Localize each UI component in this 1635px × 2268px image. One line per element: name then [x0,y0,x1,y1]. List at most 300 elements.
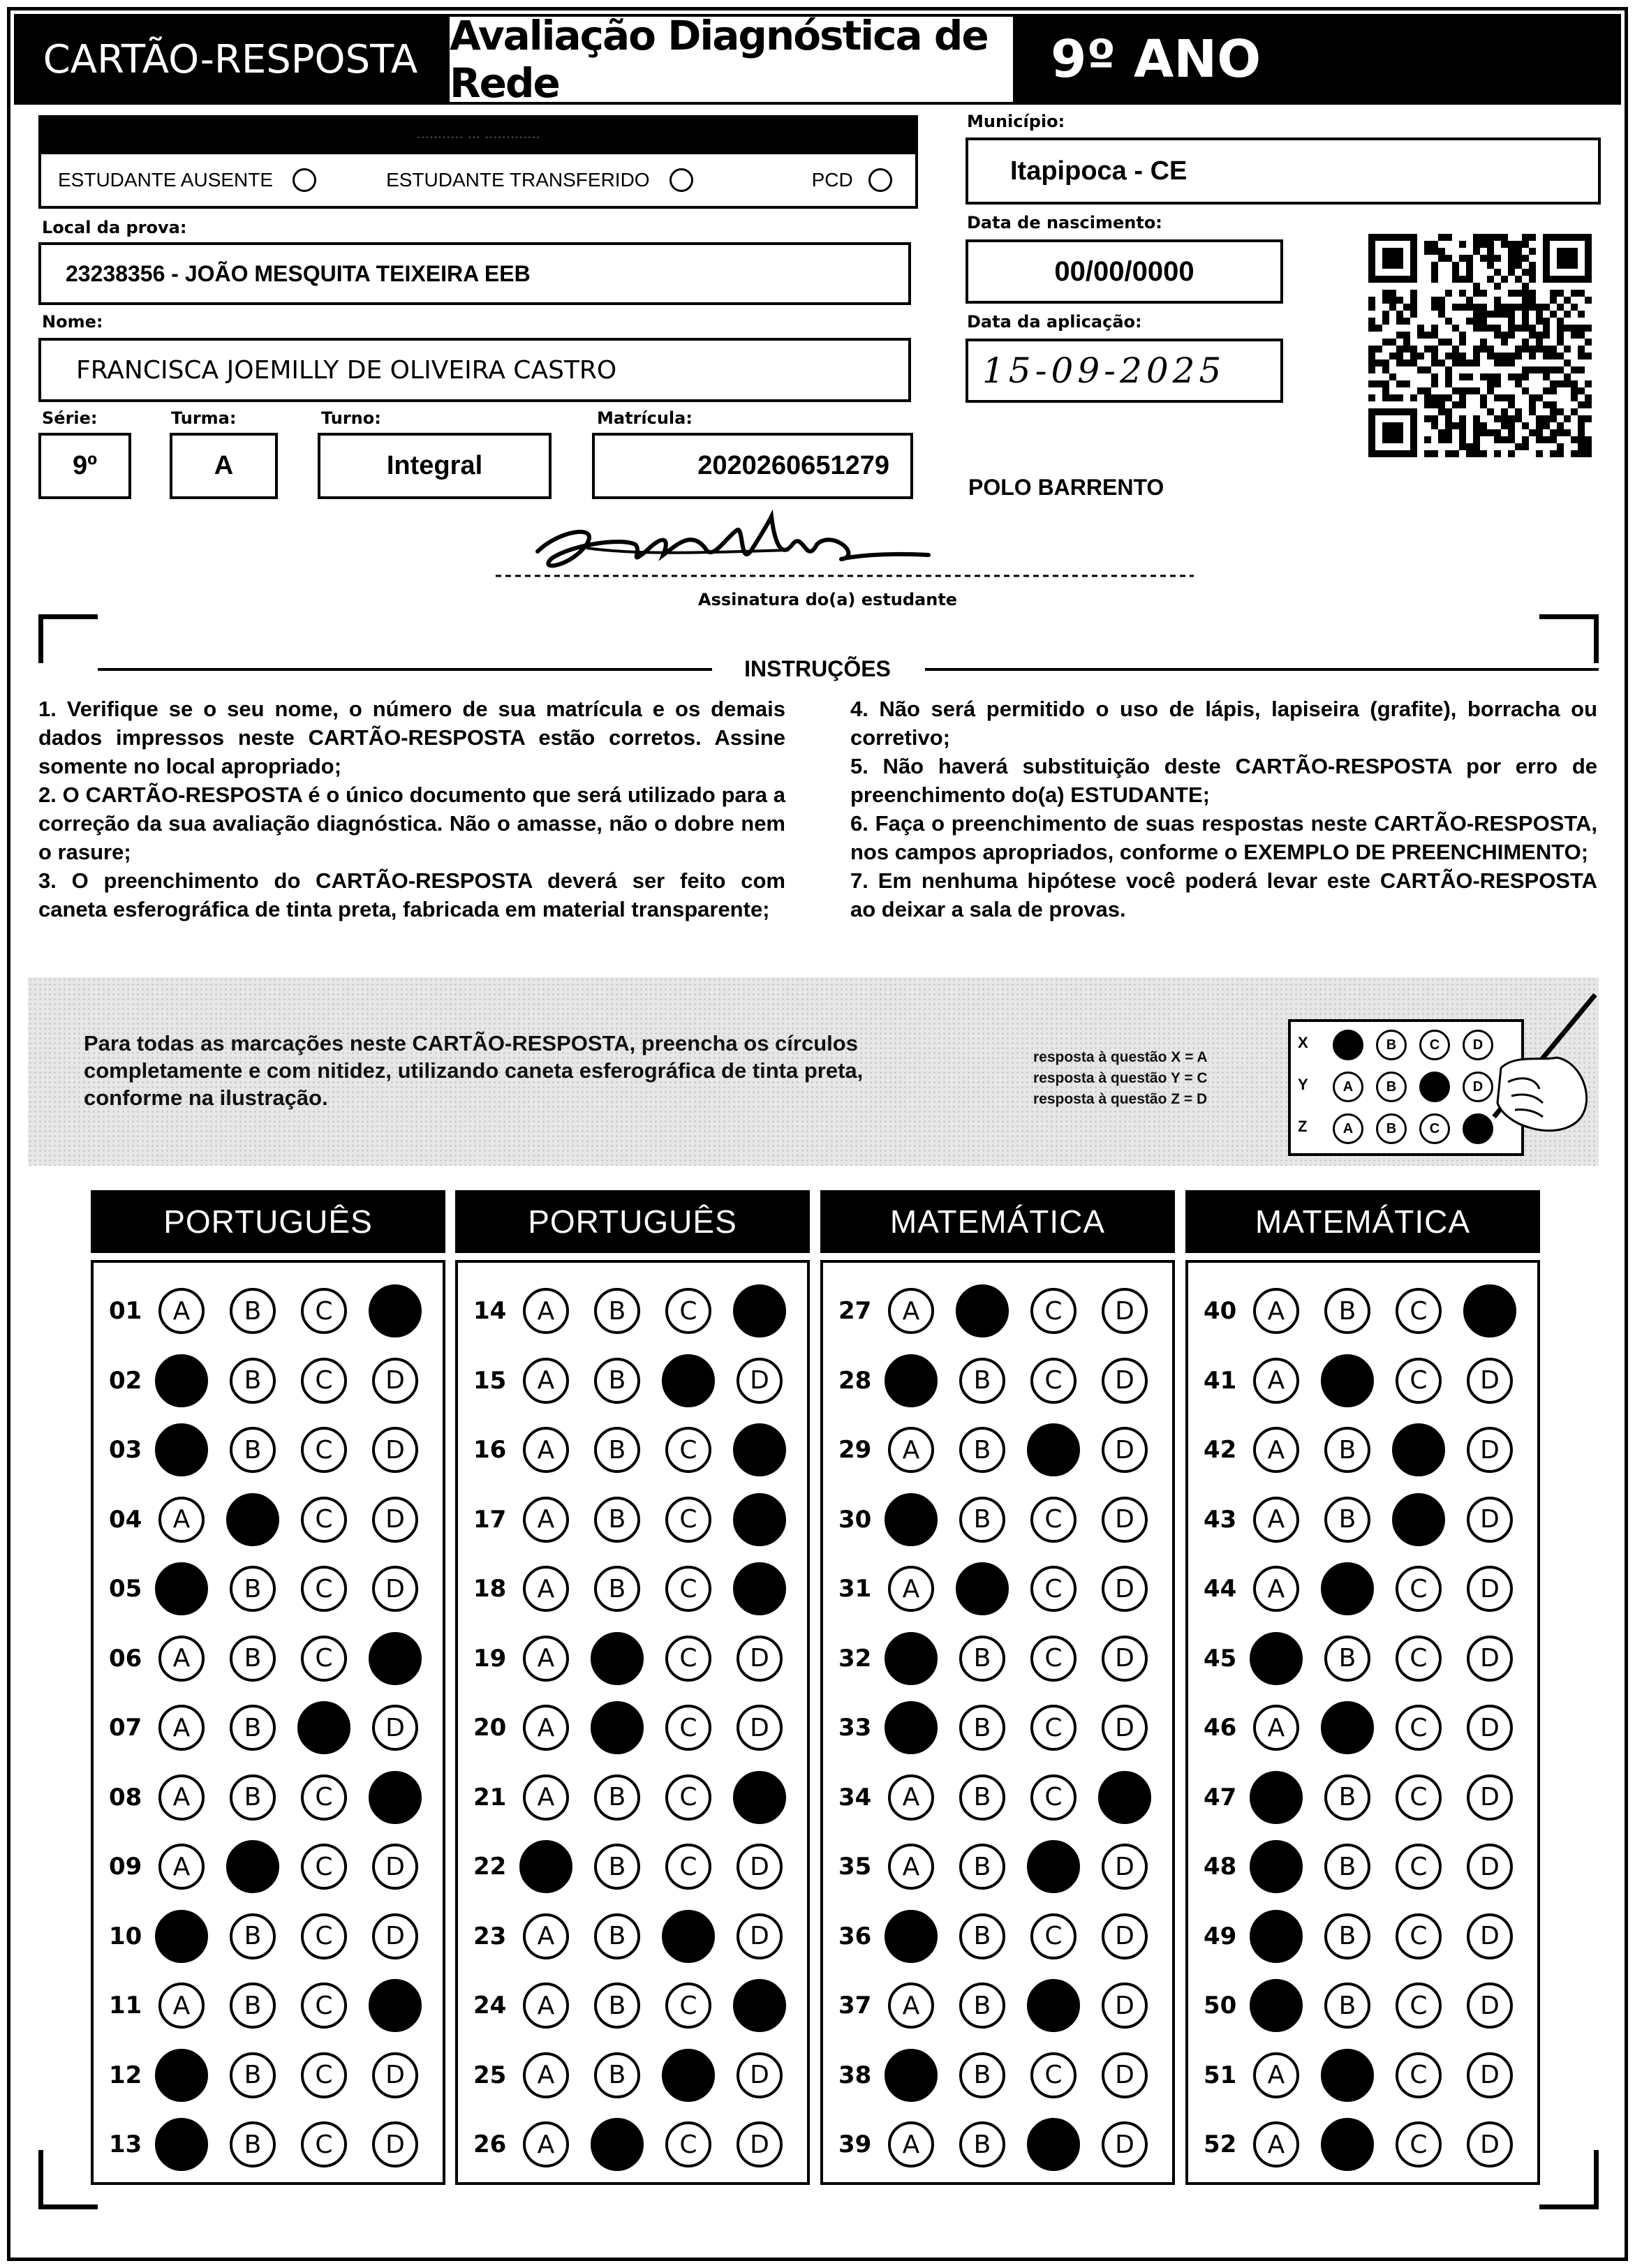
answer-bubble-filled[interactable] [885,2049,938,2102]
question-number: 06 [109,1644,142,1673]
example-row-label: Y [1298,1076,1308,1093]
answer-bubble[interactable]: C [1030,1497,1077,1543]
answer-bubble[interactable]: B [1324,1497,1370,1543]
answer-bubble[interactable]: A [158,1705,205,1751]
answer-bubble-filled[interactable] [1027,1840,1080,1893]
example-bubble [1333,1030,1363,1060]
answer-bubble-filled[interactable] [591,1632,644,1685]
answer-bubble[interactable]: C [1396,1844,1442,1890]
answer-bubble[interactable]: C [665,1844,711,1890]
answer-bubble[interactable]: D [1102,1358,1148,1404]
answer-bubble[interactable]: C [665,1288,711,1334]
answer-bubble[interactable]: C [665,1566,711,1612]
answer-bubble[interactable]: A [888,1288,934,1334]
answer-bubble[interactable]: B [230,1774,276,1821]
answer-bubble-filled[interactable] [733,1493,786,1546]
answer-bubble[interactable]: A [523,1288,569,1334]
answer-bubble[interactable]: B [594,2052,640,2098]
answer-bubble[interactable]: A [888,1427,934,1473]
answer-bubble[interactable]: B [959,1636,1005,1682]
answer-bubble[interactable]: C [665,2121,711,2167]
answer-bubble[interactable]: B [230,1427,276,1473]
answer-bubble[interactable]: A [888,1774,934,1821]
answer-bubble[interactable]: C [1396,1358,1442,1404]
answer-bubble-filled[interactable] [956,1562,1009,1615]
answer-bubble[interactable]: A [158,1774,205,1821]
answer-bubble[interactable]: B [594,1288,640,1334]
question-number: 46 [1204,1714,1237,1742]
answer-bubble[interactable]: A [1253,1566,1299,1612]
answer-bubble[interactable]: D [1467,1358,1513,1404]
answer-bubble[interactable]: C [301,1913,347,1959]
nascimento-label: Data de nascimento: [967,213,1162,232]
answer-bubble[interactable]: A [523,1705,569,1751]
answer-bubble[interactable]: D [737,2121,783,2167]
answer-bubble[interactable]: A [523,2052,569,2098]
question-number: 04 [109,1505,142,1534]
answer-bubble[interactable]: C [1396,1913,1442,1959]
answer-bubble[interactable]: C [1396,2052,1442,2098]
turma-label: Turma: [171,408,237,428]
answer-bubble[interactable]: A [888,1982,934,2029]
pcd-label: PCD [811,169,853,191]
answer-bubble[interactable]: D [1467,2121,1513,2167]
corner-mark [38,2150,98,2209]
answer-bubble-filled[interactable] [155,2049,208,2102]
answer-bubble[interactable]: A [1253,1427,1299,1473]
answer-bubble[interactable]: C [1396,2121,1442,2167]
answer-bubble[interactable]: C [1030,1288,1077,1334]
answer-bubble[interactable]: D [372,1358,418,1404]
answer-bubble[interactable]: A [523,1913,569,1959]
answer-bubble[interactable]: D [737,1844,783,1890]
answer-bubble[interactable]: B [230,1982,276,2029]
example-bubble: D [1463,1072,1493,1102]
question-number: 30 [838,1505,872,1534]
example-bubble: C [1419,1113,1450,1144]
answer-bubble[interactable]: C [301,1774,347,1821]
answer-bubble[interactable]: D [1102,1913,1148,1959]
answer-bubble[interactable]: D [372,1427,418,1473]
legend-item: resposta à questão X = A [1033,1049,1208,1065]
answer-bubble[interactable]: D [1467,1636,1513,1682]
instruction-item: 7. Em nenhuma hipótese você poderá levar este CARTÃO-RESPOSTA ao deixar a sala de provas. [850,868,1597,921]
answer-bubble[interactable]: D [1102,2052,1148,2098]
example-bubble: A [1333,1072,1363,1102]
answer-bubble[interactable]: D [1102,1844,1148,1890]
question-number: 14 [473,1297,507,1325]
answer-bubble[interactable]: B [230,2052,276,2098]
answer-bubble-filled[interactable] [155,1910,208,1963]
corner-mark [1539,2150,1599,2209]
answer-bubble[interactable]: B [1324,1636,1370,1682]
subject-header: MATEMÁTICA [1185,1190,1540,1253]
answer-bubble[interactable]: D [1102,1636,1148,1682]
question-number: 42 [1204,1436,1237,1464]
answer-bubble-filled[interactable] [1027,2118,1080,2171]
question-number: 31 [838,1575,872,1603]
answer-bubble[interactable]: B [230,1288,276,1334]
answer-bubble[interactable]: C [301,1358,347,1404]
answer-bubble[interactable]: A [158,1844,205,1890]
answer-bubble-filled[interactable] [885,1354,938,1407]
answer-bubble[interactable]: D [1467,1427,1513,1473]
answer-bubble[interactable]: B [959,1844,1005,1890]
answer-bubble-filled[interactable] [1250,1632,1303,1685]
answer-bubble-filled[interactable] [662,1910,715,1963]
answer-bubble[interactable]: A [1253,1497,1299,1543]
answer-bubble[interactable]: A [1253,2052,1299,2098]
answer-bubble[interactable]: B [230,1358,276,1404]
answer-bubble[interactable]: C [1396,1982,1442,2029]
instruction-item: 3. O preenchimento do CARTÃO-RESPOSTA deverá ser feito com caneta esferográfica de tinta preta, fabricada em material transparente; [38,868,785,921]
serie-label: Série: [42,408,98,428]
answer-bubble[interactable]: A [523,2121,569,2167]
answer-bubble[interactable]: A [888,1844,934,1890]
question-number: 22 [473,1853,507,1881]
answer-bubble[interactable]: A [523,1566,569,1612]
answer-bubble[interactable]: C [665,1636,711,1682]
answer-bubble-filled[interactable] [1321,2049,1374,2102]
answer-bubble[interactable]: B [594,1566,640,1612]
question-number: 48 [1204,1853,1237,1881]
answer-bubble[interactable]: C [301,1844,347,1890]
question-number: 51 [1204,2061,1237,2089]
answer-bubble[interactable]: D [1102,2121,1148,2167]
question-number: 38 [838,2061,872,2089]
question-number: 08 [109,1783,142,1811]
answer-bubble[interactable]: C [301,1288,347,1334]
answer-bubble[interactable]: A [888,2121,934,2167]
answer-bubble-filled[interactable] [226,1840,279,1893]
answer-bubble[interactable]: D [1102,1566,1148,1612]
answer-bubble-filled[interactable] [1463,1284,1516,1337]
answer-bubble[interactable]: D [1467,1497,1513,1543]
answer-bubble-filled[interactable] [369,1284,422,1337]
answer-bubble-filled[interactable] [662,2049,715,2102]
answer-bubble[interactable]: C [301,2121,347,2167]
example-bubble: C [1419,1030,1450,1060]
local-field: 23238356 - JOÃO MESQUITA TEIXEIRA EEB [38,242,911,305]
question-number: 33 [838,1714,872,1742]
answer-bubble[interactable]: C [1030,1774,1077,1821]
answer-bubble-filled[interactable] [297,1701,350,1754]
answer-bubble[interactable]: B [594,1358,640,1404]
status-options [38,151,918,209]
polo-label: POLO BARRENTO [968,475,1164,500]
answer-bubble[interactable]: B [1324,1913,1370,1959]
answer-bubble[interactable]: C [665,1774,711,1821]
instructions-right [850,695,1597,924]
answer-bubble[interactable]: B [959,2121,1005,2167]
matricula-field: 2020260651279 [592,433,913,499]
instructions-title: INSTRUÇÕES [744,656,891,681]
question-number: 50 [1204,1992,1237,2019]
answer-bubble[interactable]: A [1253,1705,1299,1751]
answer-bubble[interactable]: C [1396,1566,1442,1612]
answer-bubble[interactable]: A [158,1288,205,1334]
answer-bubble[interactable]: A [523,1636,569,1682]
question-number: 16 [473,1436,507,1464]
question-number: 40 [1204,1297,1237,1325]
answer-bubble[interactable]: A [1253,1288,1299,1334]
status-bar: ........... ... ............. [38,115,918,151]
answer-bubble-filled[interactable] [369,1771,422,1824]
answer-bubble-filled[interactable] [591,2118,644,2171]
answer-bubble[interactable]: A [1253,2121,1299,2167]
answer-bubble-filled[interactable] [519,1840,572,1893]
nome-label: Nome: [42,312,103,332]
answer-bubble[interactable]: D [1467,1705,1513,1751]
answer-bubble-filled[interactable] [1098,1771,1151,1824]
answer-bubble[interactable]: D [372,1497,418,1543]
answer-bubble-filled[interactable] [733,1562,786,1615]
answer-bubble-filled[interactable] [885,1632,938,1685]
answer-bubble[interactable]: A [158,1636,205,1682]
answer-bubble[interactable]: D [1102,1288,1148,1334]
answer-bubble[interactable]: C [1396,1288,1442,1334]
answer-bubble[interactable]: C [1030,1358,1077,1404]
question-number: 17 [473,1505,507,1534]
answer-bubble-filled[interactable] [1250,1771,1303,1824]
answer-bubble[interactable]: D [372,2052,418,2098]
answer-bubble[interactable]: B [1324,1982,1370,2029]
answer-bubble[interactable]: B [594,1427,640,1473]
answer-bubble[interactable]: B [959,1913,1005,1959]
answer-bubble[interactable]: B [959,1774,1005,1821]
answer-bubble[interactable]: D [737,1705,783,1751]
answer-bubble[interactable]: C [665,1497,711,1543]
answer-bubble[interactable]: B [959,1427,1005,1473]
answer-bubble[interactable]: D [737,1913,783,1959]
answer-bubble[interactable]: B [230,1566,276,1612]
answer-bubble[interactable]: C [665,1427,711,1473]
answer-bubble[interactable]: D [372,1566,418,1612]
question-number: 13 [109,2130,142,2158]
answer-bubble[interactable]: C [1396,1705,1442,1751]
instruction-item: 1. Verifique se o seu nome, o número de sua matrícula e os demais dados impressos neste CARTÃO-RESPOSTA estão corretos. Assine somente no local apropriado; [38,697,785,778]
answer-bubble[interactable]: C [301,1982,347,2029]
answer-bubble[interactable]: B [959,1982,1005,2029]
question-number: 28 [838,1366,872,1395]
absent-checkbox[interactable] [293,168,316,192]
answer-bubble[interactable]: C [1030,1636,1077,1682]
answer-bubble-filled[interactable] [1321,1562,1374,1615]
turma-field: A [170,433,278,499]
aplicacao-label: Data da aplicação: [967,312,1142,332]
question-number: 03 [109,1436,142,1464]
answer-bubble-filled[interactable] [1321,2118,1374,2171]
answer-bubble[interactable]: C [1030,1566,1077,1612]
legend-item: resposta à questão Z = D [1033,1091,1208,1107]
pcd-checkbox[interactable] [868,168,892,192]
transferred-checkbox[interactable] [669,168,693,192]
answer-bubble[interactable]: B [594,1774,640,1821]
answer-bubble[interactable]: D [1102,1497,1148,1543]
answer-bubble[interactable]: D [1467,2052,1513,2098]
question-number: 26 [473,2130,507,2158]
answer-bubble-filled[interactable] [1027,1979,1080,2032]
answer-bubble-filled[interactable] [155,1423,208,1476]
question-number: 27 [838,1297,872,1325]
municipio-label: Município: [967,112,1065,131]
instruction-item: 5. Não haverá substituição deste CARTÃO-RESPOSTA por erro de preenchimento do(a) ESTUDANTE; [850,754,1597,807]
answer-bubble[interactable]: C [665,1705,711,1751]
question-number: 32 [838,1644,872,1673]
answer-bubble-filled[interactable] [1392,1493,1445,1546]
answer-bubble[interactable]: A [523,1358,569,1404]
question-number: 49 [1204,1922,1237,1950]
transferred-label: ESTUDANTE TRANSFERIDO [386,169,650,191]
answer-bubble-filled[interactable] [155,1562,208,1615]
answer-bubble[interactable]: C [301,1566,347,1612]
answer-bubble[interactable]: D [1102,1982,1148,2029]
answer-bubble[interactable]: D [1467,1844,1513,1890]
example-row-label: X [1298,1034,1308,1051]
answer-bubble[interactable]: D [1467,1774,1513,1821]
answer-bubble[interactable]: A [523,1497,569,1543]
question-number: 34 [838,1783,872,1811]
answer-bubble-filled[interactable] [1250,1979,1303,2032]
answer-bubble-filled[interactable] [956,1284,1009,1337]
answer-bubble[interactable]: D [372,2121,418,2167]
municipio-field: Itapipoca - CE [966,138,1601,205]
answer-bubble[interactable]: A [523,1774,569,1821]
question-number: 35 [838,1853,872,1881]
answer-bubble[interactable]: D [372,1705,418,1751]
question-number: 21 [473,1783,507,1811]
answer-bubble[interactable]: C [301,2052,347,2098]
local-label: Local da prova: [42,218,187,237]
answer-bubble[interactable]: A [158,1497,205,1543]
answer-bubble[interactable]: C [301,1497,347,1543]
answer-bubble[interactable]: D [1102,1427,1148,1473]
question-number: 29 [838,1436,872,1464]
answer-bubble[interactable]: B [594,1982,640,2029]
answer-bubble[interactable]: D [372,1913,418,1959]
answer-bubble-filled[interactable] [1321,1701,1374,1754]
answer-bubble-filled[interactable] [733,1979,786,2032]
answer-bubble[interactable]: A [523,1982,569,2029]
answer-bubble[interactable]: B [1324,1288,1370,1334]
example-text: Para todas as marcações neste CARTÃO-RESPOSTA, preencha os círculos completamente e com nitidez, utilizando caneta esferográfica de tinta preta, conforme na ilustração. [84,1031,864,1110]
exam-title: Avaliação Diagnóstica de Rede [447,14,1016,105]
answer-bubble[interactable]: C [1030,1705,1077,1751]
question-number: 24 [473,1992,507,2019]
example-bubble: B [1376,1113,1407,1144]
answer-bubble[interactable]: B [1324,1844,1370,1890]
answer-bubble[interactable]: A [523,1427,569,1473]
question-number: 52 [1204,2130,1237,2158]
answer-bubble[interactable]: D [372,1844,418,1890]
answer-bubble[interactable]: D [737,2052,783,2098]
answer-bubble[interactable]: A [158,1982,205,2029]
answer-bubble[interactable]: B [959,1705,1005,1751]
answer-bubble[interactable]: C [1030,2052,1077,2098]
nome-field: FRANCISCA JOEMILLY DE OLIVEIRA CASTRO [38,338,911,402]
answer-bubble-filled[interactable] [733,1423,786,1476]
answer-bubble[interactable]: B [230,1705,276,1751]
answer-bubble[interactable]: C [1396,1636,1442,1682]
pen-hand-icon [1473,991,1599,1145]
answer-bubble[interactable]: C [1030,1913,1077,1959]
card-title: CARTÃO-RESPOSTA [14,14,447,105]
answer-bubble[interactable]: D [1467,1982,1513,2029]
answer-bubble-filled[interactable] [1392,1423,1445,1476]
question-number: 01 [109,1297,142,1325]
answer-bubble[interactable]: D [1467,1913,1513,1959]
answer-bubble-filled[interactable] [662,1354,715,1407]
answer-bubble[interactable]: C [665,1982,711,2029]
answer-bubble[interactable]: B [959,2052,1005,2098]
answer-bubble-filled[interactable] [1321,1354,1374,1407]
answer-bubble-filled[interactable] [733,1771,786,1824]
question-number: 45 [1204,1644,1237,1673]
answer-bubble[interactable]: D [1467,1566,1513,1612]
question-number: 10 [109,1922,142,1950]
answer-bubble[interactable]: B [594,1497,640,1543]
aplicacao-field: 15-09-2025 [966,339,1283,403]
question-number: 11 [109,1992,142,2019]
question-number: 25 [473,2061,507,2089]
answer-bubble-filled[interactable] [885,1493,938,1546]
answer-bubble-filled[interactable] [1027,1423,1080,1476]
question-number: 18 [473,1575,507,1603]
answer-bubble[interactable]: D [737,1358,783,1404]
answer-bubble-filled[interactable] [733,1284,786,1337]
instruction-item: 4. Não será permitido o uso de lápis, lapiseira (grafite), borracha ou corretivo; [850,697,1597,750]
answer-bubble[interactable]: B [594,1913,640,1959]
question-number: 44 [1204,1575,1237,1603]
answer-bubble-filled[interactable] [885,1910,938,1963]
question-number: 43 [1204,1505,1237,1534]
answer-bubble[interactable]: B [594,1844,640,1890]
answer-bubble-filled[interactable] [885,1701,938,1754]
answer-bubble-filled[interactable] [155,2118,208,2171]
answer-bubble-filled[interactable] [369,1979,422,2032]
answer-bubble[interactable]: B [230,1913,276,1959]
answer-bubble-filled[interactable] [591,1701,644,1754]
example-bubble: D [1463,1030,1493,1060]
answer-bubble[interactable]: A [888,1566,934,1612]
answer-bubble[interactable]: B [1324,1774,1370,1821]
question-number: 37 [838,1992,872,2019]
answer-bubble-filled[interactable] [226,1493,279,1546]
answer-bubble-filled[interactable] [1250,1910,1303,1963]
answer-bubble-filled[interactable] [369,1632,422,1685]
answer-bubble[interactable]: B [230,1636,276,1682]
answer-bubble[interactable]: A [1253,1358,1299,1404]
answer-bubble[interactable]: C [1396,1774,1442,1821]
answer-bubble[interactable]: D [1102,1705,1148,1751]
answer-bubble[interactable]: B [959,1358,1005,1404]
answer-bubble[interactable]: B [1324,1427,1370,1473]
example-bubble [1419,1072,1450,1102]
answer-bubble-filled[interactable] [155,1354,208,1407]
question-number: 02 [109,1366,142,1395]
example-bubble: B [1376,1030,1407,1060]
answer-bubble[interactable]: D [737,1636,783,1682]
answer-bubble-filled[interactable] [1250,1840,1303,1893]
answer-bubble[interactable]: C [301,1427,347,1473]
subject-header: PORTUGUÊS [91,1190,445,1253]
answer-bubble[interactable]: C [301,1636,347,1682]
question-number: 47 [1204,1783,1237,1811]
answer-bubble[interactable]: B [959,1497,1005,1543]
answer-bubble[interactable]: B [230,2121,276,2167]
filling-example [28,977,1599,1166]
question-number: 15 [473,1366,507,1395]
